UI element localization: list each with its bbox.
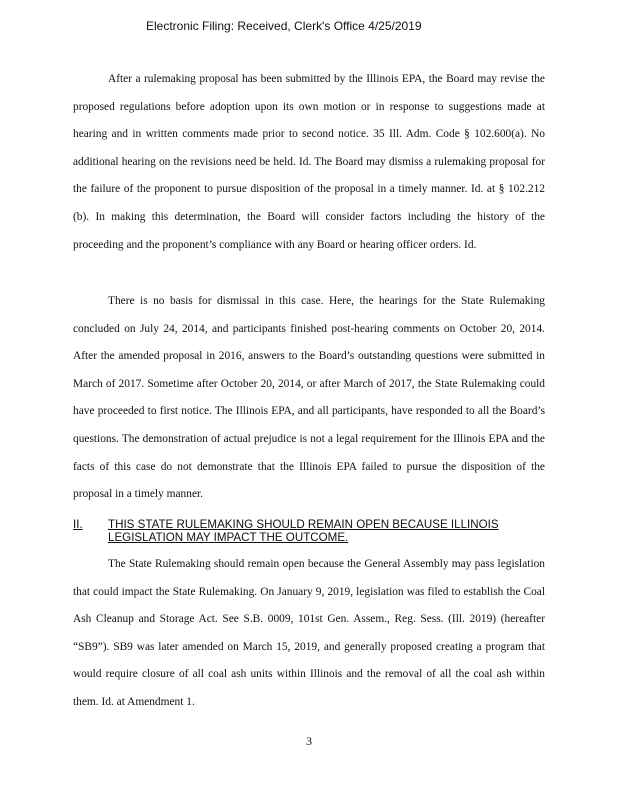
- body-paragraph-1: [73, 66, 545, 259]
- paragraph-no-basis-dismissal: There is no basis for dismissal in this case. Here, the hearings for the State Rulemaking concluded on July 24, 2014, and participants finished post-hearing comments on October 20, 2014. After the amended proposal in 2016, answers to the Board’s outstanding questions were submitted in March of 2017. Sometime after October 20, 2014, or after March of 2017, the State Rulemaking could have proceeded to first notice. The Illinois EPA, and all participants, have responded to all the Board’s questions. The demonstration of actual prejudice is not a legal requirement for the Illinois EPA and the facts of this case do not demonstrate that the Illinois EPA failed to pursue the disposition of the proposal in a timely manner.: [73, 295, 545, 501]
- section-number: II.: [73, 518, 83, 531]
- paragraph-rulemaking-revision: After a rulemaking proposal has been submitted by the Illinois EPA, the Board may revise the proposed regulations before adoption upon its own motion or in response to suggestions made at hearing and in written comments made prior to second notice. 35 Ill. Adm. Code § 102.600(a). No additional hearing on the revisions need be held. Id. The Board may dismiss a rulemaking proposal for the failure of the proponent to pursue disposition of the proposal in a timely manner. Id. at § 102.212 (b). In making this determination, the Board will consider factors including the history of the proceeding and the proponent’s compliance with any Board or hearing officer orders. Id.: [73, 73, 545, 251]
- body-paragraph-3: [73, 551, 545, 717]
- paragraph-legislation-impact: The State Rulemaking should remain open because the General Assembly may pass legislation that could impact the State Rulemaking. On January 9, 2019, legislation was filed to establish the Coal Ash Cleanup and Storage Act. See S.B. 0009, 101st Gen. Assem., Reg. Sess. (Ill. 2019) (hereafter “SB9”). SB9 was later amended on March 15, 2019, and generally proposed creating a program that would require closure of all coal ash units within Illinois and the removal of all the coal ash within them. Id. at Amendment 1.: [73, 558, 545, 708]
- page-number: 3: [306, 734, 312, 748]
- section-title: THIS STATE RULEMAKING SHOULD REMAIN OPEN BECAUSE ILLINOIS LEGISLATION MAY IMPACT THE OUTCOME.: [108, 518, 499, 544]
- body-paragraph-2: [73, 288, 545, 509]
- filing-stamp-header: Electronic Filing: Received, Clerk's Office 4/25/2019: [146, 19, 422, 33]
